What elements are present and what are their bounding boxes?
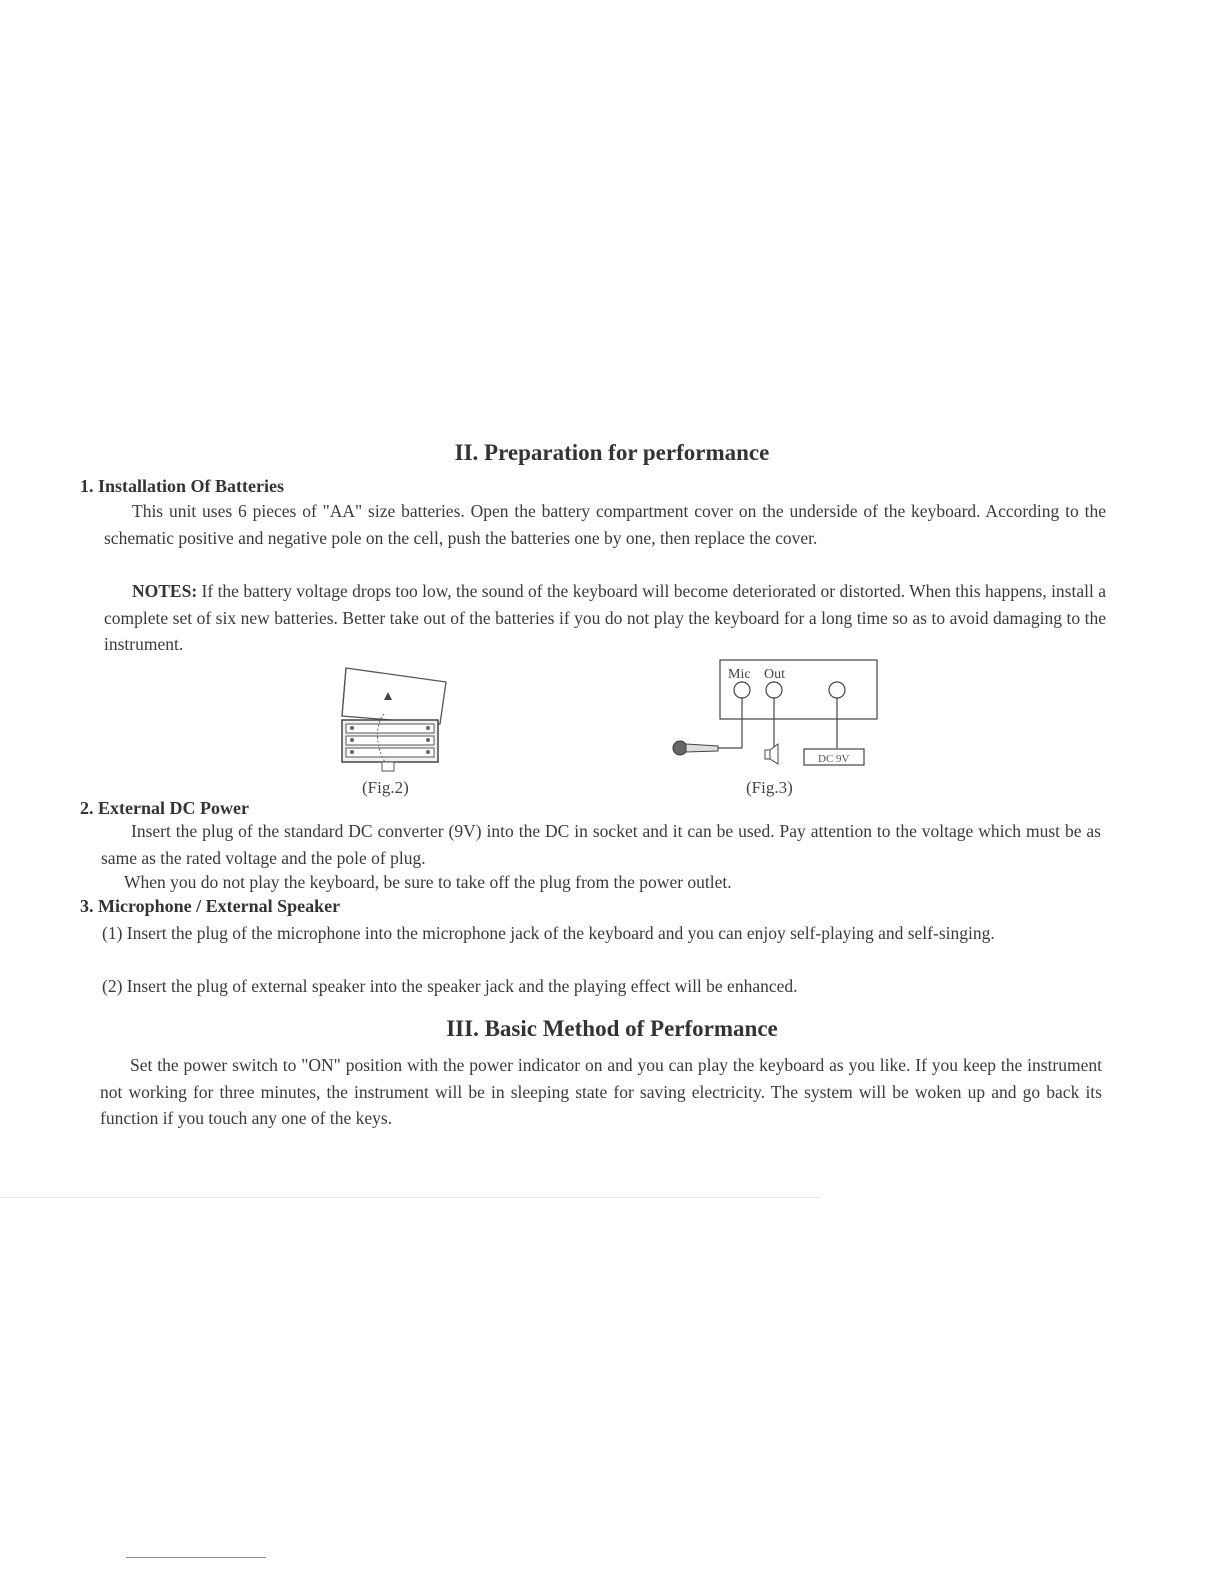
microphone-item-2: (2) Insert the plug of external speaker into the speaker jack and the playing effect will be enhanced. [102,976,798,996]
dc-9v-label: DC 9V [818,753,850,765]
fig3-caption: (Fig.3) [746,778,793,797]
installation-heading: 1. Installation Of Batteries [80,476,284,496]
out-jack-label: Out [764,667,785,682]
fig2-caption: (Fig.2) [362,778,409,797]
scan-line [0,1197,820,1198]
jack-connection-figure [668,656,884,774]
battery-compartment-figure [336,664,448,774]
microphone-heading: 3. Microphone / External Speaker [80,896,341,916]
mic-jack-icon [734,682,750,698]
microphone-icon [673,741,718,755]
section-3-title: III. Basic Method of Performance [446,1016,778,1041]
installation-paragraph: This unit uses 6 pieces of "AA" size batteries. Open the battery compartment cover on the underside of the keyboard. According to the schematic positive and negative pole on the cell, push the batteries one by one, then replace the cover. [104,501,1106,548]
dc-power-heading: 2. External DC Power [80,798,249,818]
notes-label: NOTES: [132,581,198,601]
dc-power-note: When you do not play the keyboard, be sure to take off the plug from the power outlet. [124,872,732,892]
basic-method-paragraph: Set the power switch to "ON" position with the power indicator on and you can play the keyboard as you like. If you keep the instrument not working for three minutes, the instrument will be in sleeping state for saving electricity. The system will be woken up and go back its function if you touch any one of the keys. [100,1055,1102,1128]
dc-power-paragraph: Insert the plug of the standard DC converter (9V) into the DC in socket and it can be used. Pay attention to the voltage which must be as same as the rated voltage and the pole of plug. [101,821,1101,868]
mic-jack-label: Mic [728,667,751,682]
microphone-item-1: (1) Insert the plug of the microphone into the microphone jack of the keyboard and you can enjoy self-playing and self-singing. [102,923,995,943]
notes-paragraph [104,578,1106,658]
section-2-title: II. Preparation for performance [454,440,770,465]
dc-jack-icon [829,682,845,698]
out-jack-icon [766,682,782,698]
footnote-rule [126,1557,266,1558]
speaker-icon [765,744,778,764]
notes-text: If the battery voltage drops too low, the sound of the keyboard will become deteriorated or distorted. When this happens, install a complete set of six new batteries. Better take out of the batteries if you do not play the keyboard for a long time so as to avoid damaging to the instrument. [104,581,1106,654]
